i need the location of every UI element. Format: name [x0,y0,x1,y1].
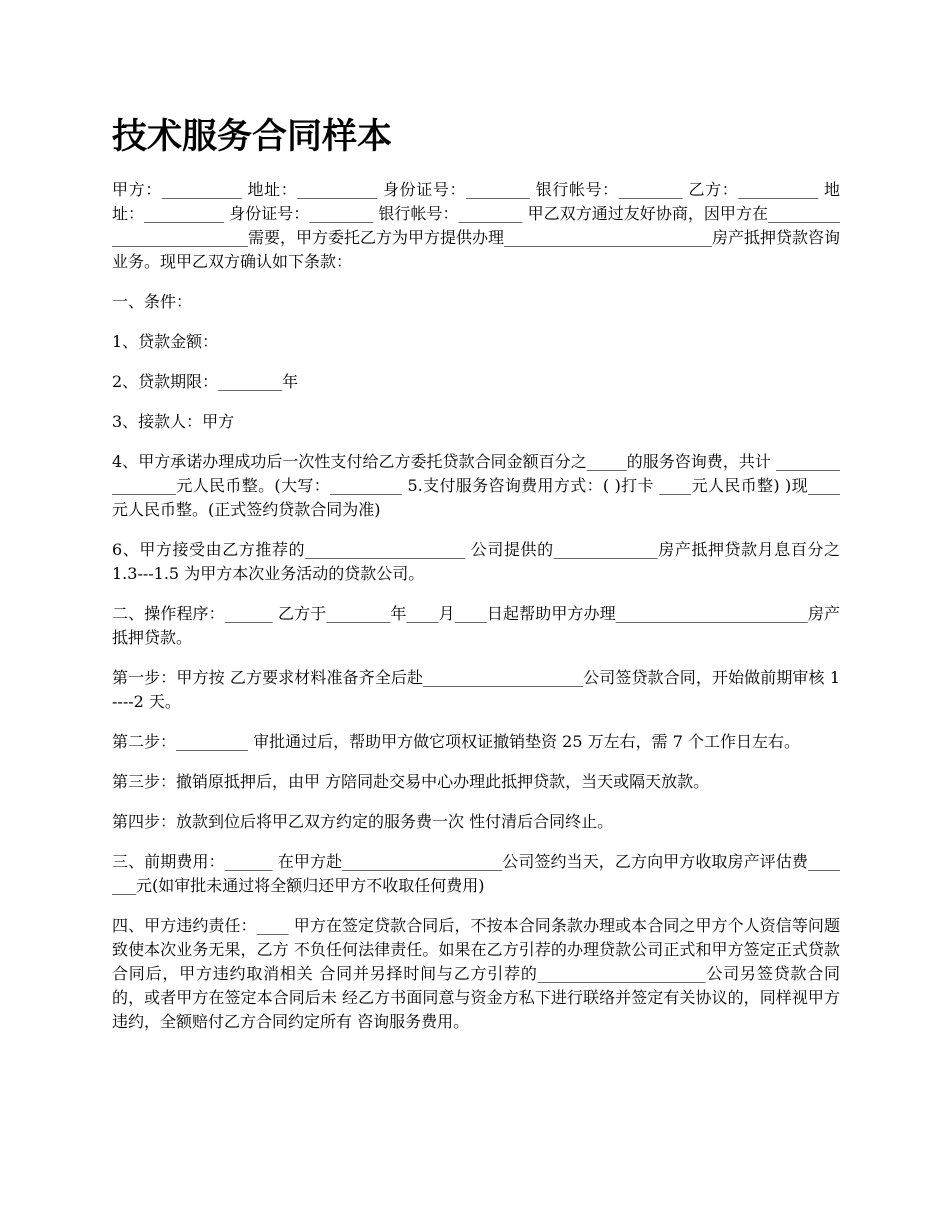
step-three: 第三步：撤销原抵押后，由甲 方陪同赴交易中心办理此抵押贷款，当天或隔天放款。 [112,772,710,791]
intro-paragraph: 甲方：__________ 地址：__________ 身份证号：________ 银行帐号：________ 乙方：__________ 地址：__________ 身份证号：________ 银行帐号：________ 甲乙双方通过友好协商，因甲方在__________________________需要，甲方委托乙方为甲方提供办理__________________________房产抵押贷款咨询业务。现甲乙双方确认如下条款： [112,180,841,271]
step-four: 第四步：放款到位后将甲乙双方约定的服务费一次 性付清后合同终止。 [112,812,614,831]
document-page [112,108,840,1050]
step-two: 第二步：_________ 审批通过后，帮助甲方做它项权证撤销垫资 25 万左右，需 7 个工作日左右。 [112,732,800,751]
document-title: 技术服务合同样本 [112,117,393,157]
section-heading-preliminary-fees: 三、前期费用：______ 在甲方赴____________________公司签约当天，乙方向甲方收取房产评估费_______元(如审批未通过将全额归还甲方不收取任何费用) [112,852,840,895]
section-heading-procedure: 二、操作程序：______ 乙方于________年____月____日起帮助甲方办理________________________房产抵押贷款。 [112,604,840,647]
clause-recipient: 3、接款人：甲方 [112,412,235,431]
section-heading-party-a-breach: 四、甲方违约责任：____ 甲方在签定贷款合同后，不按本合同条款办理或本合同之甲方个人资信等问题致使本次业务无果，乙方 不负任何法律责任。如果在乙方引荐的办理贷款公司正式和甲方签定正式贷款合同后，甲方违约取消相关 合同并另择时间与乙方引荐的_____________________公司另签贷款合同的，或者甲方在签定本合同后未 经乙方书面同意与资金方私下进行联络并签定有关协议的，同样视甲方违约，全额赔付乙方合同约定所有 咨询服务费用。 [112,916,840,1031]
step-one: 第一步：甲方按 乙方要求材料准备齐全后赴____________________公司签贷款合同，开始做前期审核 1----2 天。 [112,668,840,711]
clause-loan-amount: 1、贷款金额： [112,332,219,351]
clause-service-fee: 4、甲方承诺办理成功后一次性支付给乙方委托贷款合同金额百分之_____的服务咨询费，共计 ________________元人民币整。(大写：_________ 5.支付服务咨询费用方式：( )打卡 ____元人民币整) )现____元人民币整。(正式签约贷款合同为准) [112,452,840,519]
clause-loan-company: 6、甲方接受由乙方推荐的____________________ 公司提供的_____________房产抵押贷款月息百分之 1.3---1.5 为甲方本次业务活动的贷款公司。 [112,540,840,583]
clause-loan-term: 2、贷款期限：________年 [112,372,299,391]
section-heading-conditions: 一、条件： [112,292,193,311]
